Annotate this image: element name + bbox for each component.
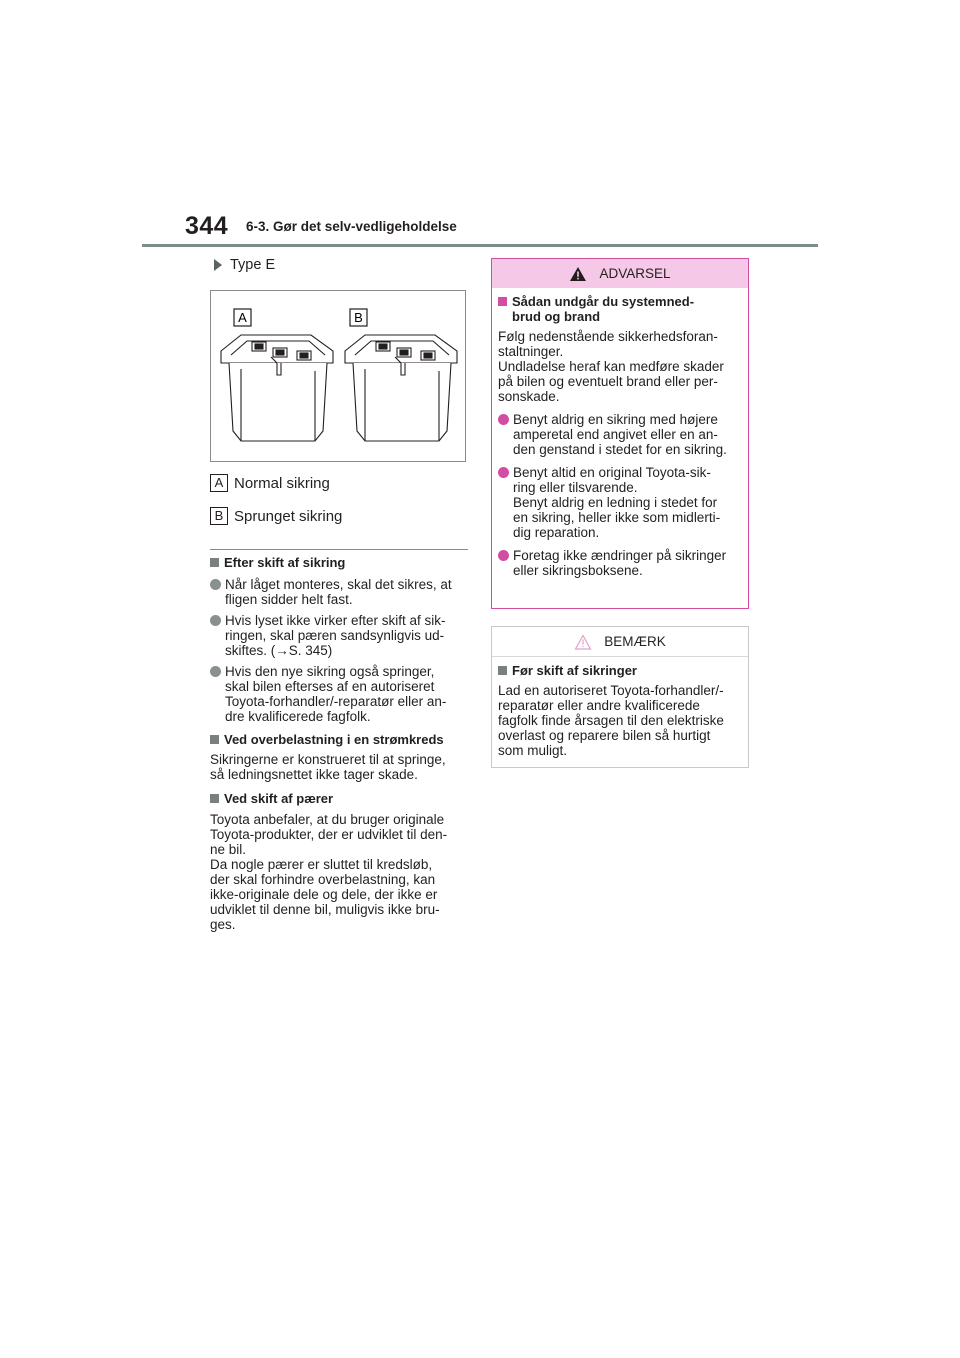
section-heading — [210, 732, 468, 748]
section-fuse-replacement — [210, 555, 468, 932]
square-bullet-icon — [210, 735, 219, 744]
section-heading — [210, 555, 468, 571]
warning-heading-text: Sådan undgår du systemned- brud og brand — [512, 294, 695, 324]
round-bullet-icon — [210, 615, 221, 626]
legend-label-blown: Sprunget sikring — [234, 507, 343, 525]
warning-triangle-icon — [569, 266, 587, 282]
warning-box — [491, 258, 749, 609]
legend-item-blown — [210, 507, 342, 525]
section-heading — [210, 791, 468, 807]
warning-list-item-text: Foretag ikke ændringer på sikringer eller sikringsboksene. — [513, 548, 727, 578]
callout-b-label: B — [354, 310, 363, 325]
list-item-text: Hvis den nye sikring også springer, skal bilen efterses af en autoriseret Toyota-forhandler/-reparatør eller an- dre kvalificerede fagfolk. — [225, 663, 447, 724]
section-body-text: Sikringerne er konstrueret til at springe, så ledningsnettet ikke tager skade. — [210, 752, 446, 782]
notice-header — [492, 627, 748, 657]
warning-intro: Følg nedenstående sikkerhedsforan- staltninger. Undladelse heraf kan medføre skader på bilen og eventuelt brand eller per- sonskade. — [498, 329, 724, 404]
round-bullet-icon — [210, 666, 221, 677]
list-item-text: Hvis lyset ikke virker efter skift af sik- ringen, skal pæren sandsynligvis ud- skiftes. (→S. 345) — [225, 612, 446, 658]
list-item — [210, 664, 468, 724]
section-body-text: Toyota anbefaler, at du bruger originale Toyota-produkter, der er udviklet til den- ne bil. Da nogle pærer er sluttet til kredsløb, der skal forhindre overbelastning, kan ikke-originale dele og dele, der ikke er udviklet til denne bil, muligvis ikke bru- ges. — [210, 811, 448, 932]
section-divider — [210, 549, 468, 550]
section-heading-text: Ved skift af pærer — [224, 791, 334, 806]
square-bullet-icon — [498, 297, 507, 306]
fuse-normal-drawing — [221, 335, 333, 441]
warning-list-item-text: Benyt aldrig en sikring med højere amperetal end angivet eller en an- den genstand i stedet for en sikring. — [513, 412, 727, 457]
warning-list-item — [498, 465, 742, 540]
warning-title: ADVARSEL — [599, 266, 671, 281]
page-number: 344 — [185, 212, 229, 240]
square-bullet-icon — [210, 558, 219, 567]
fuse-illustration — [210, 290, 466, 462]
callout-a-label: A — [238, 310, 247, 325]
callout-b — [350, 309, 367, 326]
warning-heading — [498, 294, 742, 324]
warning-body — [492, 288, 748, 578]
round-bullet-icon — [498, 467, 509, 478]
legend-key-a: A — [210, 474, 228, 492]
fuse-drawing — [211, 291, 465, 461]
notice-box — [491, 626, 749, 768]
callout-a — [234, 309, 251, 326]
caution-triangle-icon — [574, 634, 592, 650]
round-bullet-icon — [210, 579, 221, 590]
fuse-blown-drawing — [345, 335, 457, 441]
section-title: 6-3. Gør det selv-vedligeholdelse — [246, 219, 457, 234]
round-bullet-icon — [498, 550, 509, 561]
type-label — [214, 257, 275, 273]
round-bullet-icon — [498, 414, 509, 425]
notice-body — [492, 657, 748, 758]
warning-list-item — [498, 412, 742, 457]
warning-list-item — [498, 548, 742, 578]
section-heading-text: Efter skift af sikring — [224, 555, 346, 570]
header-rule — [142, 244, 818, 247]
legend-label-normal: Normal sikring — [234, 474, 330, 492]
warning-header — [492, 259, 748, 288]
list-item-text: Når låget monteres, skal det sikres, at fligen sidder helt fast. — [225, 576, 452, 607]
notice-heading — [498, 663, 742, 678]
square-bullet-icon — [210, 794, 219, 803]
legend-item-normal — [210, 474, 330, 492]
section-heading-text: Ved overbelastning i en strømkreds — [224, 731, 444, 747]
notice-title: BEMÆRK — [604, 634, 666, 649]
square-bullet-icon — [498, 666, 507, 675]
list-item — [210, 577, 468, 607]
triangle-marker-icon — [214, 259, 222, 271]
notice-heading-text: Før skift af sikringer — [512, 663, 637, 678]
notice-text: Lad en autoriseret Toyota-forhandler/- reparatør eller andre kvalificerede fagfolk finde årsagen til den elektriske overlast og reparere bilen så hurtigt som muligt. — [498, 683, 724, 758]
warning-list-item-text: Benyt altid en original Toyota-sik- ring eller tilsvarende. Benyt aldrig en ledning i stedet for en sikring, heller ikke som midlerti- dig reparation. — [513, 465, 721, 540]
legend-key-b: B — [210, 507, 228, 525]
list-item — [210, 613, 468, 658]
type-label-text: Type E — [230, 257, 276, 273]
